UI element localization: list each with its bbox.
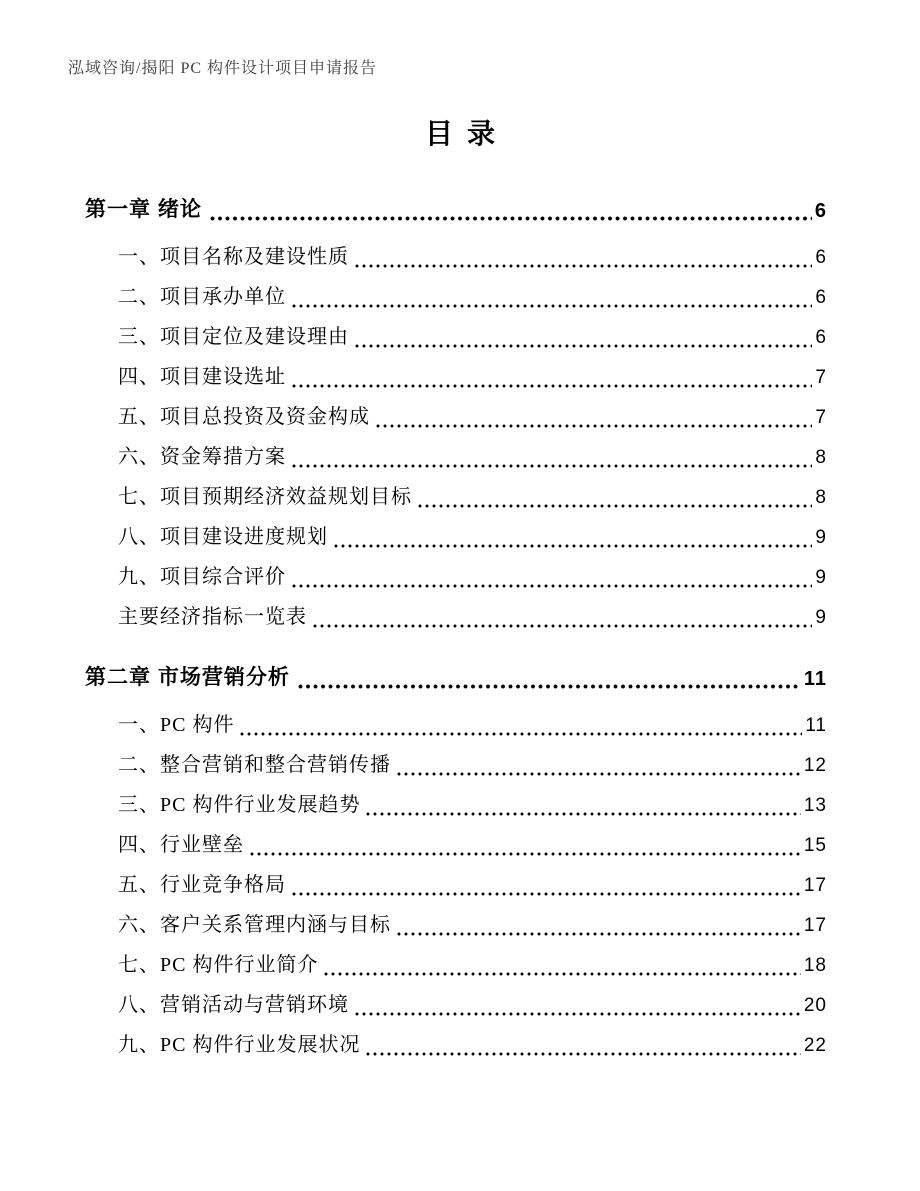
page-title: 目录 xyxy=(424,118,509,149)
toc-item-label: 九、项目综合评价 xyxy=(118,566,286,588)
toc-item-page: 7 xyxy=(815,367,827,388)
dot-leader xyxy=(366,812,800,816)
toc-item-page: 11 xyxy=(805,715,827,736)
toc-chapter-page: 11 xyxy=(803,668,827,690)
toc-item-page: 9 xyxy=(815,567,827,588)
toc-item-row[interactable] xyxy=(85,863,827,903)
toc-item-label: 四、项目建设选址 xyxy=(118,366,286,388)
toc-item-row[interactable] xyxy=(85,983,827,1023)
toc-item-row[interactable] xyxy=(85,515,827,555)
toc-item-label: 二、项目承办单位 xyxy=(118,286,286,308)
dot-leader xyxy=(334,544,812,548)
dot-leader xyxy=(355,344,812,348)
toc-item-label: 四、行业壁垒 xyxy=(118,834,244,856)
toc-item-label: 九、PC 构件行业发展状况 xyxy=(118,1034,361,1056)
toc-item-label: 主要经济指标一览表 xyxy=(118,606,307,628)
toc-item-row[interactable] xyxy=(85,595,827,635)
toc-item-label: 五、项目总投资及资金构成 xyxy=(118,406,370,428)
toc-item-label: 三、PC 构件行业发展趋势 xyxy=(118,794,361,816)
toc-item-page: 20 xyxy=(803,995,827,1016)
toc-item-label: 一、项目名称及建设性质 xyxy=(118,246,349,268)
toc-item-label: 五、行业竞争格局 xyxy=(118,874,286,896)
dot-leader xyxy=(418,504,812,508)
toc-item-row[interactable] xyxy=(85,1023,827,1063)
document-header: 泓域咨询/揭阳 PC 构件设计项目申请报告 xyxy=(68,60,378,77)
toc-chapter-page: 6 xyxy=(814,200,827,222)
toc-chapter-row[interactable] xyxy=(85,661,827,691)
dot-leader xyxy=(210,216,812,221)
toc-item-page: 9 xyxy=(815,607,827,628)
dot-leader xyxy=(292,304,812,308)
toc-item-label: 八、项目建设进度规划 xyxy=(118,526,328,548)
toc-item-row[interactable] xyxy=(85,315,827,355)
toc-item-row[interactable] xyxy=(85,235,827,275)
dot-leader xyxy=(397,772,801,776)
dot-leader xyxy=(240,732,802,736)
toc-chapter-label: 第二章 市场营销分析 xyxy=(85,666,290,689)
toc-item-page: 15 xyxy=(803,835,827,856)
dot-leader xyxy=(397,932,801,936)
toc-item-page: 13 xyxy=(803,795,827,816)
toc-item-row[interactable] xyxy=(85,703,827,743)
toc-item-row[interactable] xyxy=(85,475,827,515)
toc-item-page: 22 xyxy=(803,1035,827,1056)
dot-leader xyxy=(313,624,812,628)
toc-item-row[interactable] xyxy=(85,275,827,315)
toc-chapter-label: 第一章 绪论 xyxy=(85,198,202,221)
toc-item-page: 6 xyxy=(815,247,827,268)
toc-item-page: 6 xyxy=(815,327,827,348)
dot-leader xyxy=(298,684,801,689)
toc-item-label: 二、整合营销和整合营销传播 xyxy=(118,754,391,776)
toc-item-page: 17 xyxy=(803,875,827,896)
toc-item-label: 七、项目预期经济效益规划目标 xyxy=(118,486,412,508)
toc-item-page: 9 xyxy=(815,527,827,548)
dot-leader xyxy=(292,384,812,388)
dot-leader xyxy=(355,1012,801,1016)
toc-item-row[interactable] xyxy=(85,743,827,783)
toc-item-page: 12 xyxy=(803,755,827,776)
toc-item-row[interactable] xyxy=(85,555,827,595)
toc-item-page: 6 xyxy=(815,287,827,308)
dot-leader xyxy=(355,264,812,268)
toc-item-label: 一、PC 构件 xyxy=(118,714,235,736)
dot-leader xyxy=(376,424,812,428)
toc-item-row[interactable] xyxy=(85,395,827,435)
toc-item-row[interactable] xyxy=(85,903,827,943)
dot-leader xyxy=(250,852,801,856)
dot-leader xyxy=(366,1052,800,1056)
toc-item-label: 三、项目定位及建设理由 xyxy=(118,326,349,348)
toc-item-label: 六、资金筹措方案 xyxy=(118,446,286,468)
toc-item-page: 8 xyxy=(815,447,827,468)
toc-item-label: 八、营销活动与营销环境 xyxy=(118,994,349,1016)
dot-leader xyxy=(292,584,812,588)
toc-item-page: 18 xyxy=(803,955,827,976)
toc-item-page: 7 xyxy=(815,407,827,428)
table-of-contents xyxy=(85,167,827,1063)
toc-item-label: 六、客户关系管理内涵与目标 xyxy=(118,914,391,936)
toc-item-row[interactable] xyxy=(85,355,827,395)
toc-item-page: 17 xyxy=(803,915,827,936)
toc-item-row[interactable] xyxy=(85,435,827,475)
toc-item-row[interactable] xyxy=(85,943,827,983)
toc-item-label: 七、PC 构件行业简介 xyxy=(118,954,319,976)
toc-item-row[interactable] xyxy=(85,823,827,863)
toc-item-page: 8 xyxy=(815,487,827,508)
dot-leader xyxy=(324,972,800,976)
dot-leader xyxy=(292,892,801,896)
toc-chapter-row[interactable] xyxy=(85,193,827,223)
toc-item-row[interactable] xyxy=(85,783,827,823)
dot-leader xyxy=(292,464,812,468)
